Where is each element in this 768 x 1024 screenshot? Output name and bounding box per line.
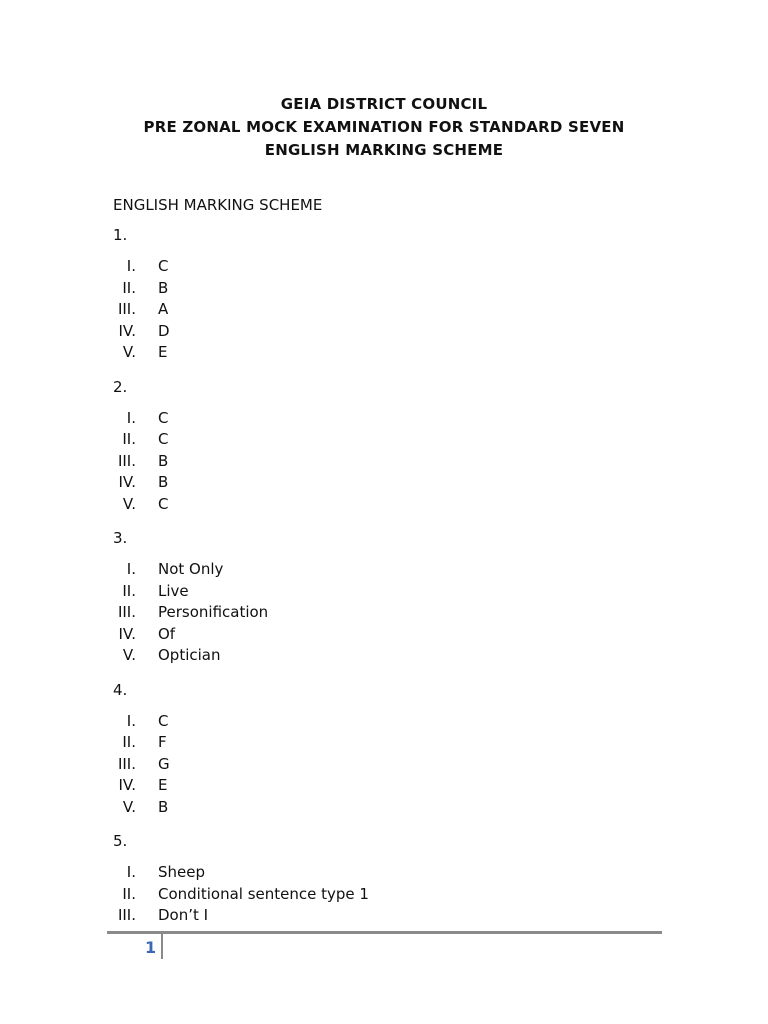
answer-item [113, 775, 673, 797]
roman-numeral: II. [122, 430, 136, 448]
council-name: GEIA DISTRICT COUNCIL [280, 95, 488, 113]
answer-item [113, 559, 673, 581]
question-number: 2. [113, 377, 128, 396]
answer-list [113, 408, 673, 516]
roman-numeral: I. [126, 257, 136, 275]
answer-item [113, 278, 673, 300]
roman-numeral: III. [117, 603, 136, 621]
answer-item [113, 732, 673, 754]
answer-item [113, 256, 673, 278]
marking-scheme-body [113, 195, 673, 940]
roman-numeral: IV. [118, 473, 136, 491]
roman-numeral: I. [126, 711, 136, 730]
roman-numeral: II. [122, 581, 136, 600]
answer-text: Don’t I [158, 906, 209, 924]
question-number: 1. [113, 226, 128, 244]
answer-item [113, 342, 673, 364]
answer-item [113, 905, 673, 927]
question-number: 3. [113, 529, 128, 547]
sections-container [113, 225, 673, 927]
question-number: 5. [113, 832, 128, 850]
answer-text: D [158, 321, 170, 340]
answer-list [113, 559, 673, 667]
answer-list [113, 256, 673, 364]
page-number-divider [161, 934, 163, 959]
answer-item [113, 754, 673, 776]
answer-text: Of [158, 624, 176, 643]
answer-item [113, 602, 673, 624]
answer-text: B [158, 473, 169, 491]
roman-numeral: I. [126, 863, 136, 881]
roman-numeral: V. [122, 646, 136, 664]
document-header [0, 93, 768, 162]
roman-numeral: IV. [118, 776, 136, 794]
roman-numeral: II. [122, 733, 136, 751]
answer-text: Live [158, 581, 189, 600]
roman-numeral: I. [126, 560, 136, 578]
answer-text: Optician [158, 646, 221, 664]
answer-item [113, 408, 673, 430]
answer-text: Personification [158, 603, 269, 621]
roman-numeral: IV. [118, 321, 136, 340]
roman-numeral: III. [117, 300, 136, 318]
answer-text: Not Only [158, 560, 224, 578]
answer-item [113, 862, 673, 884]
page-number: 1 [145, 938, 157, 957]
answer-text: C [158, 494, 169, 513]
answer-text: B [158, 451, 169, 470]
answer-text: B [158, 278, 169, 297]
answer-item [113, 711, 673, 733]
answer-item [113, 472, 673, 494]
answer-item [113, 645, 673, 667]
answer-item [113, 299, 673, 321]
exam-title: PRE ZONAL MOCK EXAMINATION FOR STANDARD SEVEN [143, 118, 625, 136]
answer-list [113, 862, 673, 927]
answer-item [113, 429, 673, 451]
question-number: 4. [113, 680, 128, 699]
answer-text: E [158, 343, 168, 361]
answer-text: C [158, 257, 169, 275]
answer-item [113, 624, 673, 646]
answer-item [113, 494, 673, 516]
answer-text: Sheep [158, 863, 206, 881]
scheme-title: ENGLISH MARKING SCHEME [264, 141, 504, 159]
footer-rule [107, 931, 662, 934]
answer-text: C [158, 408, 169, 427]
roman-numeral: V. [122, 343, 136, 361]
answer-list [113, 711, 673, 819]
answer-item [113, 884, 673, 906]
answer-item [113, 581, 673, 603]
roman-numeral: II. [122, 278, 136, 297]
roman-numeral: III. [117, 754, 136, 773]
section-heading: ENGLISH MARKING SCHEME [113, 196, 323, 214]
answer-item [113, 321, 673, 343]
roman-numeral: V. [122, 494, 136, 513]
answer-text: G [158, 754, 170, 773]
answer-text: B [158, 797, 169, 816]
answer-item [113, 451, 673, 473]
answer-text: C [158, 430, 169, 448]
answer-text: A [158, 300, 169, 318]
roman-numeral: IV. [118, 624, 136, 643]
roman-numeral: I. [126, 408, 136, 427]
roman-numeral: V. [122, 797, 136, 816]
answer-item [113, 797, 673, 819]
answer-text: F [158, 733, 167, 751]
answer-text: E [158, 776, 168, 794]
answer-text: Conditional sentence type 1 [158, 884, 369, 903]
answer-text: C [158, 711, 169, 730]
roman-numeral: II. [122, 884, 136, 903]
roman-numeral: III. [117, 906, 136, 924]
roman-numeral: III. [117, 451, 136, 470]
